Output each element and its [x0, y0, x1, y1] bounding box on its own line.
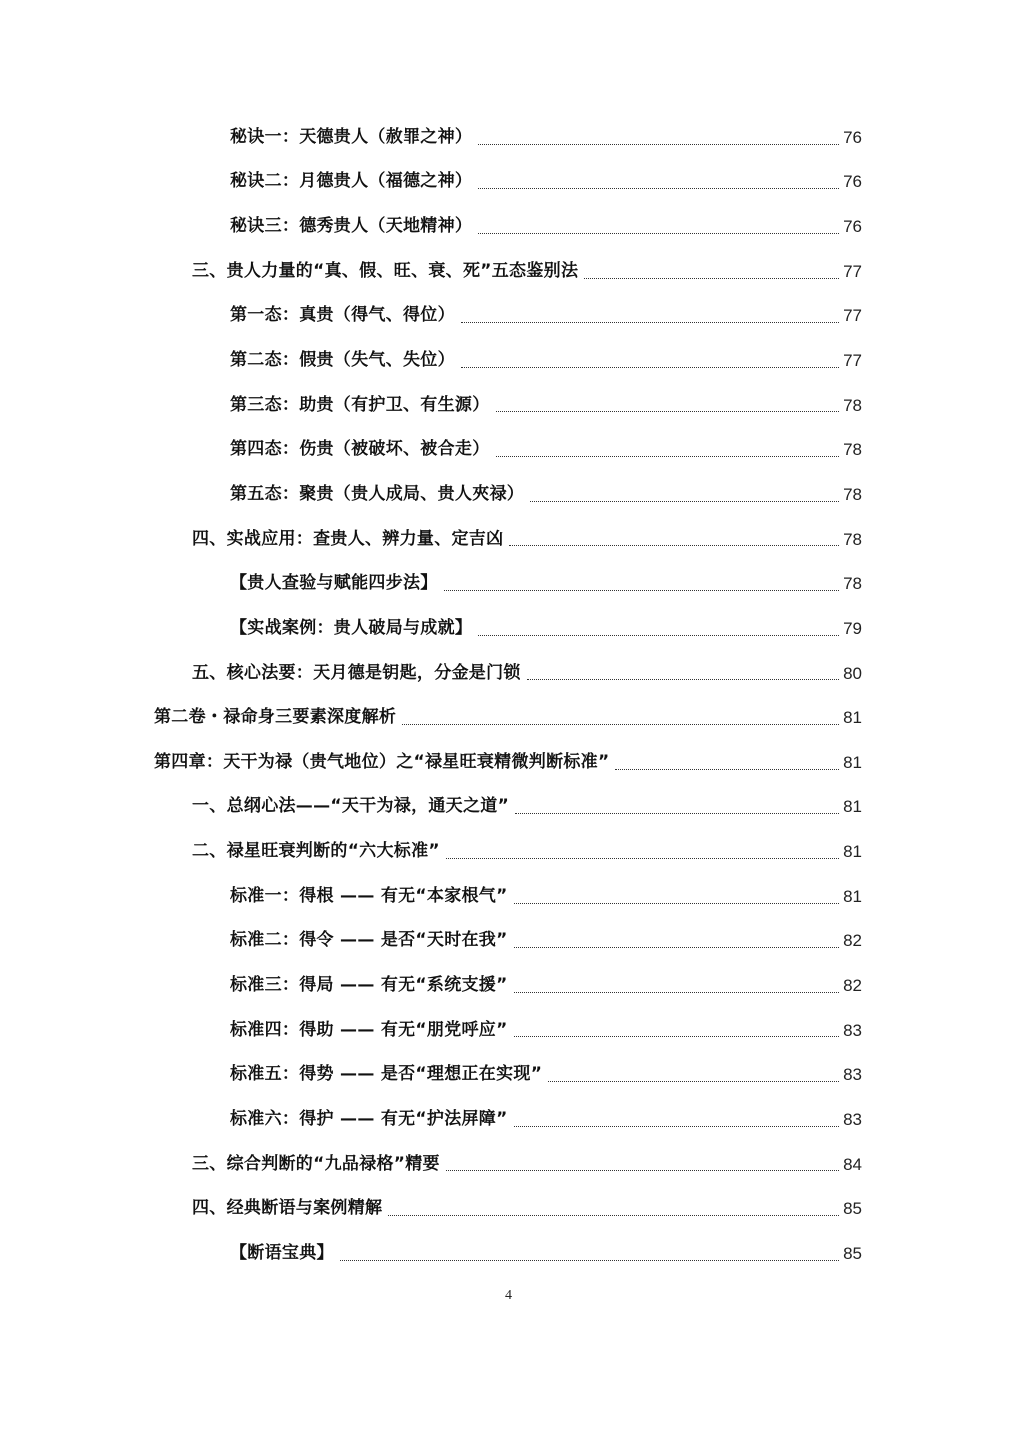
toc-entry-title: 四、经典断语与案例精解	[192, 1198, 383, 1219]
toc-entry-title: 四、实战应用：查贵人、辨力量、定吉凶	[192, 528, 504, 549]
toc-dot-leader	[478, 143, 839, 145]
toc-entry-page: 81	[843, 797, 862, 817]
toc-entry[interactable]	[0, 160, 1017, 205]
toc-dot-leader	[461, 321, 839, 323]
toc-entry-page: 80	[843, 663, 862, 683]
toc-dot-leader	[530, 500, 839, 502]
toc-entry[interactable]	[0, 785, 1017, 830]
toc-dot-leader	[402, 723, 839, 725]
toc-entry-page: 83	[843, 1020, 862, 1040]
toc-dot-leader	[461, 366, 839, 368]
toc-entry[interactable]	[0, 963, 1017, 1008]
toc-entry-page: 82	[843, 975, 862, 995]
toc-dot-leader	[615, 768, 839, 770]
toc-entry-page: 81	[843, 842, 862, 862]
toc-entry-page: 77	[843, 351, 862, 371]
toc-entry-title: 三、贵人力量的“真、假、旺、衰、死”五态鉴别法	[192, 260, 579, 281]
toc-entry-page: 84	[843, 1154, 862, 1174]
toc-entry[interactable]	[0, 1008, 1017, 1053]
toc-entry-title: 第一态：真贵（得气、得位）	[230, 305, 455, 326]
toc-entry-title: 第三态：助贵（有护卫、有生源）	[230, 394, 490, 415]
toc-entry-page: 79	[843, 618, 862, 638]
toc-entry[interactable]	[0, 651, 1017, 696]
toc-entry-title: 五、核心法要：天月德是钥匙，分金是门锁	[192, 662, 521, 683]
toc-dot-leader	[514, 946, 839, 948]
toc-entry-page: 85	[843, 1243, 862, 1263]
toc-entry[interactable]	[0, 740, 1017, 785]
toc-dot-leader	[496, 410, 840, 412]
toc-dot-leader	[514, 902, 839, 904]
toc-entry-page: 77	[843, 306, 862, 326]
toc-entry-page: 78	[843, 529, 862, 549]
toc-dot-leader	[496, 455, 840, 457]
toc-entry-page: 78	[843, 395, 862, 415]
toc-entry-title: 【贵人查验与赋能四步法】	[230, 573, 438, 594]
toc-dot-leader	[514, 991, 839, 993]
toc-entry-page: 77	[843, 261, 862, 281]
toc-entry-title: 标准五：得势 —— 是否“理想正在实现”	[230, 1064, 543, 1085]
table-of-contents	[0, 115, 1017, 1276]
toc-entry-title: 二、禄星旺衰判断的“六大标准”	[192, 841, 440, 862]
toc-entry[interactable]	[0, 829, 1017, 874]
toc-entry-title: 【实战案例：贵人破局与成就】	[230, 617, 473, 638]
toc-entry-page: 81	[843, 708, 862, 728]
toc-entry[interactable]	[0, 874, 1017, 919]
toc-dot-leader	[514, 1125, 839, 1127]
toc-entry-page: 81	[843, 752, 862, 772]
toc-entry[interactable]	[0, 1052, 1017, 1097]
toc-entry-page: 81	[843, 886, 862, 906]
toc-entry[interactable]	[0, 338, 1017, 383]
toc-entry-title: 标准二：得令 —— 是否“天时在我”	[230, 930, 508, 951]
toc-dot-leader	[478, 187, 839, 189]
toc-dot-leader	[444, 589, 839, 591]
toc-entry[interactable]	[0, 1231, 1017, 1276]
toc-entry-title: 第二卷・禄命身三要素深度解析	[154, 707, 397, 728]
toc-entry[interactable]	[0, 472, 1017, 517]
toc-entry-page: 78	[843, 574, 862, 594]
toc-dot-leader	[515, 812, 839, 814]
toc-entry-page: 76	[843, 172, 862, 192]
toc-entry-title: 标准四：得助 —— 有无“朋党呼应”	[230, 1019, 508, 1040]
toc-entry[interactable]	[0, 204, 1017, 249]
toc-dot-leader	[446, 1169, 839, 1171]
toc-entry-page: 76	[843, 127, 862, 147]
toc-entry-title: 第四态：伤贵（被破坏、被合走）	[230, 439, 490, 460]
toc-entry-title: 标准一：得根 —— 有无“本家根气”	[230, 885, 508, 906]
toc-dot-leader	[548, 1080, 839, 1082]
toc-entry-title: 秘诀一：天德贵人（赦罪之神）	[230, 126, 473, 147]
toc-entry-page: 78	[843, 484, 862, 504]
toc-entry-title: 第四章：天干为禄（贵气地位）之“禄星旺衰精微判断标准”	[154, 751, 610, 772]
toc-dot-leader	[478, 634, 839, 636]
toc-entry-title: 第二态：假贵（失气、失位）	[230, 350, 455, 371]
toc-entry-title: 秘诀二：月德贵人（福德之神）	[230, 171, 473, 192]
toc-entry-title: 标准三：得局 —— 有无“系统支援”	[230, 974, 508, 995]
toc-entry[interactable]	[0, 427, 1017, 472]
toc-dot-leader	[527, 678, 839, 680]
toc-entry[interactable]	[0, 517, 1017, 562]
toc-dot-leader	[514, 1035, 839, 1037]
page-number: 4	[505, 1288, 512, 1303]
toc-entry-page: 78	[843, 440, 862, 460]
toc-entry-page: 76	[843, 217, 862, 237]
toc-entry[interactable]	[0, 561, 1017, 606]
toc-entry[interactable]	[0, 1142, 1017, 1187]
toc-dot-leader	[584, 277, 839, 279]
toc-entry-title: 第五态：聚贵（贵人成局、贵人夾禄）	[230, 483, 525, 504]
toc-entry[interactable]	[0, 695, 1017, 740]
toc-entry-page: 83	[843, 1065, 862, 1085]
toc-entry[interactable]	[0, 919, 1017, 964]
toc-entry[interactable]	[0, 249, 1017, 294]
toc-entry[interactable]	[0, 383, 1017, 428]
toc-entry-title: 【断语宝典】	[230, 1242, 334, 1263]
toc-dot-leader	[340, 1259, 839, 1261]
toc-entry-title: 标准六：得护 —— 有无“护法屏障”	[230, 1108, 508, 1129]
toc-entry-page: 83	[843, 1109, 862, 1129]
toc-dot-leader	[388, 1214, 839, 1216]
toc-entry-title: 一、总纲心法——“天干为禄，通天之道”	[192, 796, 510, 817]
toc-dot-leader	[446, 857, 839, 859]
toc-entry-page: 85	[843, 1199, 862, 1219]
toc-entry-title: 秘诀三：德秀贵人（天地精神）	[230, 216, 473, 237]
toc-entry-page: 82	[843, 931, 862, 951]
toc-entry[interactable]	[0, 606, 1017, 651]
toc-entry[interactable]	[0, 1097, 1017, 1142]
toc-entry[interactable]	[0, 1186, 1017, 1231]
toc-entry[interactable]	[0, 115, 1017, 160]
toc-dot-leader	[478, 232, 839, 234]
toc-dot-leader	[509, 544, 839, 546]
toc-entry-title: 三、综合判断的“九品禄格”精要	[192, 1153, 440, 1174]
toc-entry[interactable]	[0, 294, 1017, 339]
